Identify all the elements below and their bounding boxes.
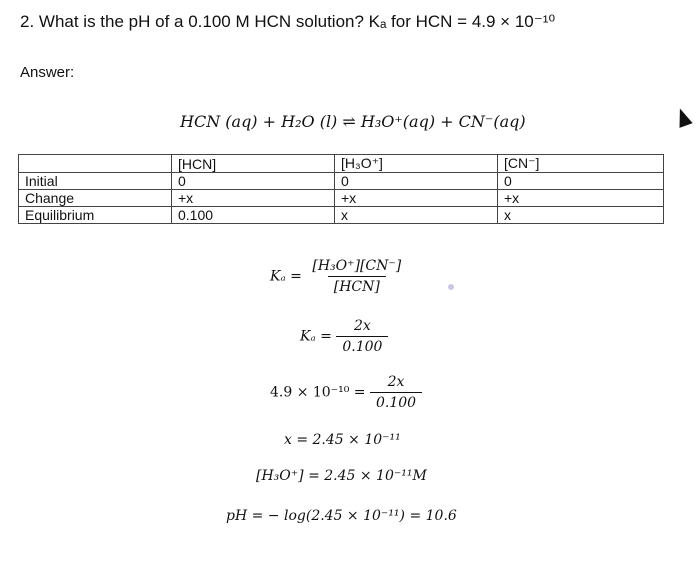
ka-lhs: Kₐ [270, 268, 286, 285]
ph-result: pH = − log(2.45 × 10⁻¹¹) = 10.6 [226, 508, 457, 524]
cursor-arrow-icon [673, 106, 692, 128]
value-numerator: 2x [387, 374, 405, 390]
answer-label: Answer: [20, 64, 75, 81]
row-label: Initial [19, 173, 172, 190]
table-cell: 0 [172, 173, 335, 190]
table-cell: x [498, 207, 664, 224]
stray-mark [448, 284, 454, 290]
value-fraction [370, 374, 422, 411]
table-cell: x [335, 207, 498, 224]
h3o-concentration: [H₃O⁺] = 2.45 × 10⁻¹¹M [256, 468, 427, 484]
value-denominator: 0.100 [370, 392, 422, 411]
ka-expression: Kₐ = $\frac{\text{[H₃O⁺][CN⁻]}}{\text{[HCN]}}$ [270, 258, 407, 295]
ka-substitution: Kₐ = $\frac{2x}{0.100}$ [300, 318, 388, 355]
table-header-cell [19, 155, 172, 173]
table-header-cell: [H₃O⁺] [335, 155, 498, 173]
table-header-row [19, 155, 664, 173]
ice-table [18, 154, 664, 224]
table-row [19, 207, 664, 224]
table-cell: 0.100 [172, 207, 335, 224]
table-cell: +x [172, 190, 335, 207]
table-row [19, 190, 664, 207]
value-lhs: 4.9 × 10⁻¹⁰ [270, 384, 350, 401]
table-header-cell: [CN⁻] [498, 155, 664, 173]
reaction-equation: HCN (aq) + H₂O (l) ⇌ H₃O⁺(aq) + CN⁻(aq) [180, 112, 526, 131]
ka-sub-numerator: 2x [354, 318, 371, 334]
ka-numerator: [H₃O⁺][CN⁻] [312, 258, 402, 274]
table-cell: +x [335, 190, 498, 207]
ka-sub-fraction [336, 318, 388, 355]
x-solution: x = 2.45 × 10⁻¹¹ [284, 432, 401, 448]
ka-denominator: [HCN] [328, 276, 386, 295]
question-text: 2. What is the pH of a 0.100 M HCN solution? Kₐ for HCN = 4.9 × 10⁻¹⁰ [20, 12, 556, 31]
table-header-cell: [HCN] [172, 155, 335, 173]
ka-sub-denominator: 0.100 [336, 336, 388, 355]
table-row [19, 173, 664, 190]
table-cell: +x [498, 190, 664, 207]
table-cell: 0 [335, 173, 498, 190]
row-label: Equilibrium [19, 207, 172, 224]
ka-sub-lhs: Kₐ [300, 328, 316, 345]
row-label: Change [19, 190, 172, 207]
value-equation: 4.9 × 10⁻¹⁰ = $\frac{2x}{0.100}$ [270, 374, 422, 411]
ka-fraction [306, 258, 407, 295]
table-cell: 0 [498, 173, 664, 190]
